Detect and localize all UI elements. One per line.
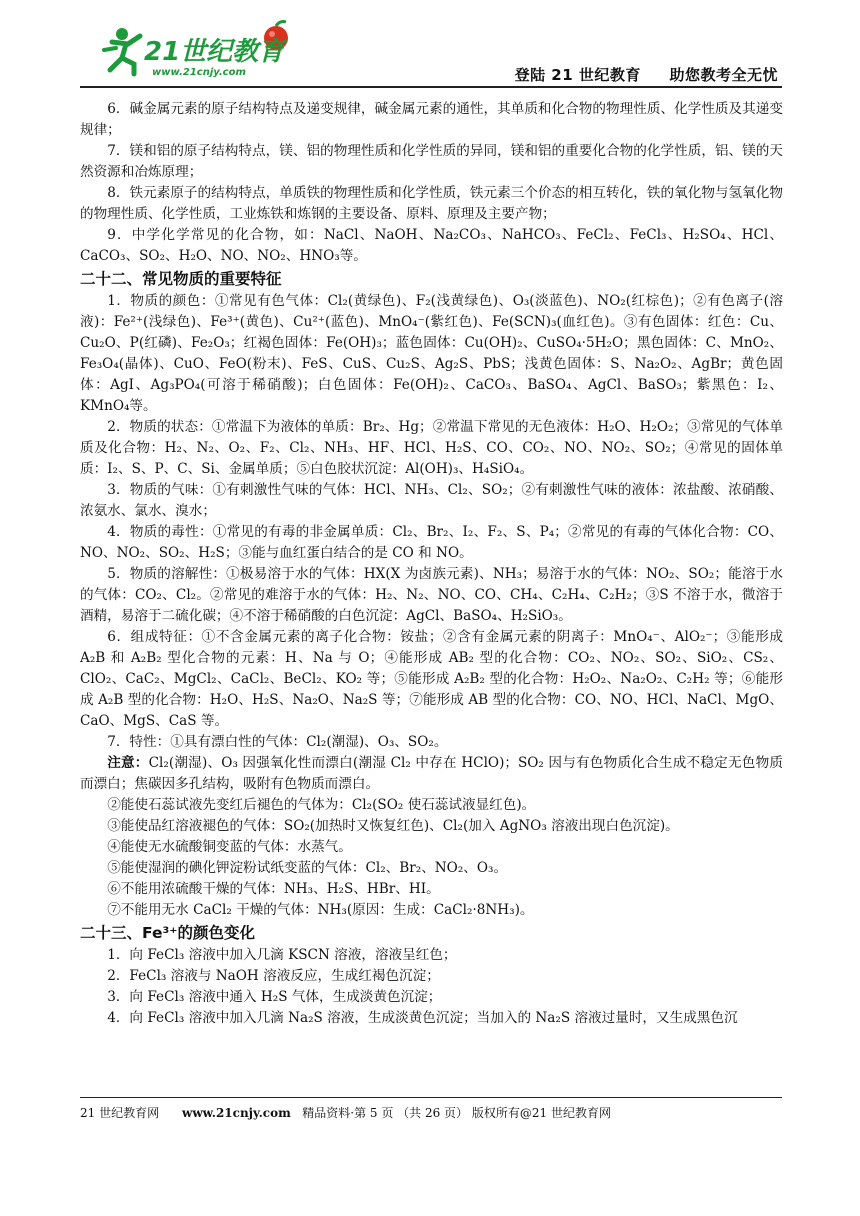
- text-paragraph: 9．中学化学常见的化合物，如：NaCl、NaOH、Na₂CO₃、NaHCO₃、FeCl₂、FeCl₃、H₂SO₄、HCl、CaCO₃、SO₂、H₂O、NO、NO₂、HNO₃等。: [80, 227, 783, 264]
- logo-text: 21世纪教育: [144, 37, 285, 67]
- footer-site: 21 世纪教育网: [80, 1106, 160, 1120]
- text-paragraph: 8．铁元素原子的结构特点，单质铁的物理性质和化学性质，铁元素三个价态的相互转化，铁的氧化物与氢氧化物的物理性质、化学性质，工业炼铁和炼钢的主要设备、原料、原理及主要产物；: [80, 185, 783, 222]
- header-slogan: 登陆 21 世纪教育 助您教考全无忧: [514, 66, 778, 84]
- section-heading: 二十二、常见物质的重要特征: [80, 270, 282, 288]
- header-divider: [80, 86, 782, 88]
- note-text: Cl₂(潮湿)、O₃ 因强氧化性而漂白(潮湿 Cl₂ 中存在 HClO)；SO₂ 因与有色物质化合生成不稳定无色物质而漂白；焦碳因多孔结构，吸附有色物质而漂白。: [80, 755, 783, 792]
- text-paragraph: 6．碱金属元素的原子结构特点及递变规律，碱金属元素的通性，其单质和化合物的物理性质、化学性质及其递变规律；: [80, 101, 783, 138]
- text-paragraph: 2．FeCl₃ 溶液与 NaOH 溶液反应，生成红褐色沉淀；: [107, 968, 440, 984]
- footer-url[interactable]: www.21cnjy.com: [181, 1106, 291, 1120]
- note-label: 注意：: [107, 755, 149, 771]
- section-heading: 二十三、Fe³⁺的颜色变化: [80, 924, 255, 942]
- text-paragraph: 4．向 FeCl₃ 溶液中加入几滴 Na₂S 溶液，生成淡黄色沉淀；当加入的 Na₂S 溶液过量时，又生成黑色沉: [107, 1010, 738, 1026]
- text-paragraph: 3．向 FeCl₃ 溶液中通入 H₂S 气体，生成淡黄色沉淀；: [107, 989, 442, 1005]
- text-paragraph: 7．镁和铝的原子结构特点，镁、铝的物理性质和化学性质的异同，镁和铝的重要化合物的化学性质，铝、镁的天然资源和冶炼原理；: [80, 143, 783, 180]
- text-paragraph: ③能使品红溶液褪色的气体：SO₂(加热时又恢复红色)、Cl₂(加入 AgNO₃ 溶液出现白色沉淀)。: [107, 818, 679, 834]
- page-header: [80, 14, 780, 86]
- page-footer: [80, 1097, 782, 1121]
- text-paragraph: 5．物质的溶解性：①极易溶于水的气体：HX(X 为卤族元素)、NH₃；易溶于水的气体：NO₂、SO₂；能溶于水的气体：CO₂、Cl₂。②常见的难溶于水的气体：H₂、N₂、NO、CO、CH₄、C₂H₄、C₂H₂；③S 不溶于水，微溶于酒精，易溶于二硫化碳；④不溶于稀硝酸的白色沉淀：AgCl、BaSO₄、H₂SiO₃。: [80, 566, 783, 624]
- text-paragraph: ④能使无水硫酸铜变蓝的气体：水蒸气。: [107, 839, 352, 855]
- text-paragraph: 6．组成特征：①不含金属元素的离子化合物：铵盐；②含有金属元素的阴离子：MnO₄⁻、AlO₂⁻；③能形成 A₂B 和 A₂B₂ 型化合物的元素：H、Na 与 O；④能形成 AB₂ 型的化合物：CO₂、NO₂、SO₂、SiO₂、CS₂、ClO₂、CaC₂、MgCl₂、CaCl₂、BeCl₂、KO₂ 等；⑤能形成 A₂B₂ 型的化合物：H₂O₂、Na₂O₂、C₂H₂ 等；⑥能形成 A₂B 型的化合物：H₂O、H₂S、Na₂O、Na₂S 等；⑦能形成 AB 型的化合物：CO、NO、HCl、NaCl、MgO、CaO、MgS、CaS 等。: [80, 629, 783, 729]
- note-paragraph: [80, 753, 783, 795]
- text-paragraph: 4．物质的毒性：①常见的有毒的非金属单质：Cl₂、Br₂、I₂、F₂、S、P₄；②常见的有毒的气体化合物：CO、NO、NO₂、SO₂、H₂S；③能与血红蛋白结合的是 CO 和 NO。: [80, 524, 783, 561]
- site-logo[interactable]: [100, 20, 300, 80]
- document-body: [80, 99, 783, 1029]
- text-paragraph: 7．特性：①具有漂白性的气体：Cl₂(潮湿)、O₃、SO₂。: [107, 734, 448, 750]
- text-paragraph: 1．物质的颜色：①常见有色气体：Cl₂(黄绿色)、F₂(浅黄绿色)、O₃(淡蓝色)、NO₂(红棕色)；②有色离子(溶液)：Fe²⁺(浅绿色)、Fe³⁺(黄色)、Cu²⁺(蓝色)、MnO₄⁻(紫红色)、Fe(SCN)₃(血红色)。③有色固体：红色：Cu、Cu₂O、P(红磷)、Fe₂O₃；红褐色固体：Fe(OH)₃；蓝色固体：Cu(OH)₂、CuSO₄·5H₂O；黑色固体：C、MnO₂、Fe₃O₄(晶体)、CuO、FeO(粉末)、FeS、CuS、Cu₂S、Ag₂S、PbS；浅黄色固体：S、Na₂O₂、AgBr；黄色固体：AgI、Ag₃PO₄(可溶于稀硝酸)；白色固体：Fe(OH)₂、CaCO₃、BaSO₄、AgCl、BaSO₃；紫黑色：I₂、KMnO₄等。: [80, 293, 783, 414]
- text-paragraph: ⑤能使湿润的碘化钾淀粉试纸变蓝的气体：Cl₂、Br₂、NO₂、O₃。: [107, 860, 508, 876]
- footer-page-info: 精品资料·第 5 页 （共 26 页） 版权所有@21 世纪教育网: [302, 1106, 611, 1120]
- text-paragraph: ⑥不能用浓硫酸干燥的气体：NH₃、H₂S、HBr、HI。: [107, 881, 440, 897]
- logo-url: www.21cnjy.com: [152, 67, 246, 78]
- text-paragraph: ⑦不能用无水 CaCl₂ 干燥的气体：NH₃(原因：生成：CaCl₂·8NH₃)。: [107, 902, 534, 918]
- text-paragraph: ②能使石蕊试液先变红后褪色的气体为：Cl₂(SO₂ 使石蕊试液显红色)。: [107, 797, 536, 813]
- text-paragraph: 2．物质的状态：①常温下为液体的单质：Br₂、Hg；②常温下常见的无色液体：H₂O、H₂O₂；③常见的气体单质及化合物：H₂、N₂、O₂、F₂、Cl₂、NH₃、HF、HCl、H₂S、CO、CO₂、NO、NO₂、SO₂；④常见的固体单质：I₂、S、P、C、Si、金属单质；⑤白色胶状沉淀：Al(OH)₃、H₄SiO₄。: [80, 419, 783, 477]
- text-paragraph: 3．物质的气味：①有刺激性气味的气体：HCl、NH₃、Cl₂、SO₂；②有刺激性气味的液体：浓盐酸、浓硝酸、浓氨水、氯水、溴水；: [80, 482, 783, 519]
- runner-icon: [104, 28, 140, 74]
- text-paragraph: 1．向 FeCl₃ 溶液中加入几滴 KSCN 溶液，溶液呈红色；: [107, 947, 457, 963]
